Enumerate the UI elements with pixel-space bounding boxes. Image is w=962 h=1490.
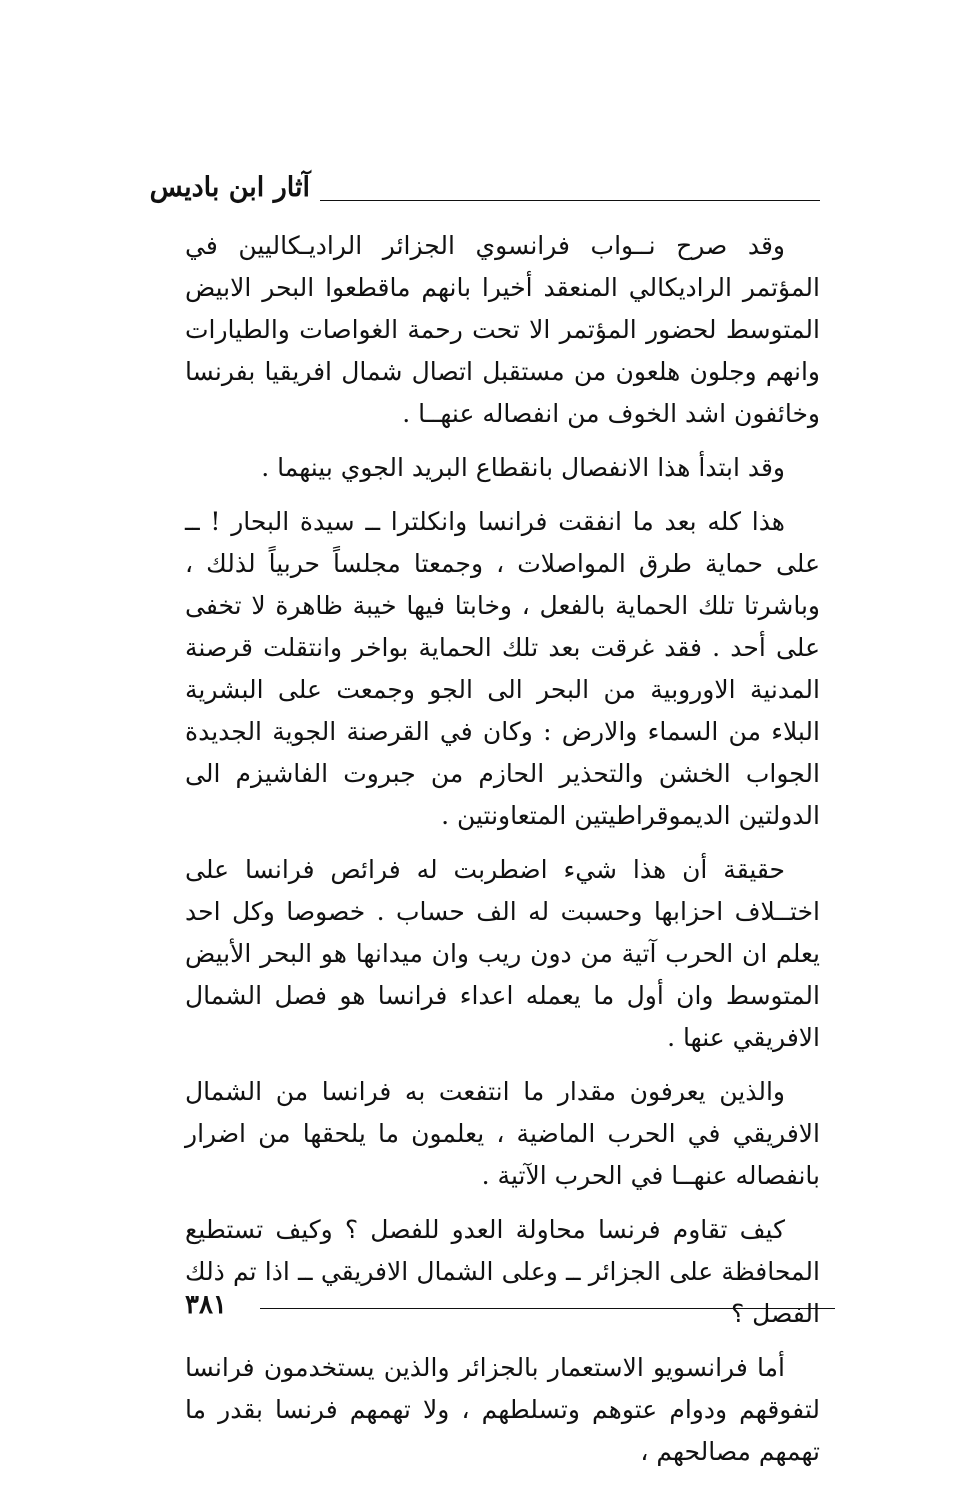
page-footer xyxy=(185,1290,835,1330)
running-header xyxy=(149,170,820,210)
paragraph-5: والذين يعرفون مقدار ما انتفعت به فرانسا من الشمال الافريقي في الحرب الماضية ، يعلمون ما يلحقها من اضرار بانفصاله عنهــا في الحرب الآتية . xyxy=(185,1077,820,1190)
footer-rule xyxy=(260,1308,835,1309)
paragraph-7: أما فرانسويو الاستعمار بالجزائر والذين يستخدمون فرانسا لتفوقهم ودوام عتوهم وتسلطهم ، ولا تهمهم فرنسا بقدر ما تهمهم مصالحهم ، xyxy=(185,1353,820,1466)
paragraph-6: كيف تقاوم فرنسا محاولة العدو للفصل ؟ وكيف تستطيع المحافظة على الجزائر ــ وعلى الشمال الافريقي ــ اذا تم ذلك الفصل ؟ xyxy=(185,1215,820,1328)
book-title: آثار ابن باديس xyxy=(149,172,310,203)
paragraph-3: هذا كله بعد ما انفقت فرانسا وانكلترا ــ سيدة البحار ! ــ على حماية طرق المواصلات ، وجمعتا مجلساً حربياً لذلك ، وباشرتا تلك الحماية بالفعل ، وخابتا فيها خيبة ظاهرة لا تخفى على أحد . فقد غرقت بعد تلك الحماية بواخر وانتقلت قرصنة المدنية الاوروبية من البحر الى الجو وجمعت على البشرية البلاء من السماء والارض : وكان في القرصنة الجوية الجديدة الجواب الخشن والتحذير الحازم من جبروت الفاشيزم الى الدولتين الديموقراطيتين المتعاونتين . xyxy=(185,507,820,830)
paragraph-2: وقد ابتدأ هذا الانفصال بانقطاع البريد الجوي بينهما . xyxy=(261,453,785,482)
paragraph-1: وقد صرح نــواب فرانسوي الجزائر الراديـكاليين في المؤتمر الراديكالي المنعقد أخيرا بانهم ماقطعوا البحر الابيض المتوسط لحضور المؤتمر الا تحت رحمة الغواصات والطيارات وانهم وجلون هلعون من مستقبل اتصال شمال افريقيا بفرنسا وخائفون اشد الخوف من انفصاله عنهــا . xyxy=(185,231,820,428)
page-number: ٣٨١ xyxy=(185,1290,227,1320)
header-rule xyxy=(320,200,820,201)
paragraph-4: حقيقة أن هذا شيء اضطربت له فرائص فرانسا على اختــلاف احزابها وحسبت له الف حساب . خصوصا وكل احد يعلم ان الحرب آتية من دون ريب وان ميدانها هو البحر الأبيض المتوسط وان أول ما يعمله اعداء فرانسا هو فصل الشمال الافريقي عنها . xyxy=(185,855,820,1052)
